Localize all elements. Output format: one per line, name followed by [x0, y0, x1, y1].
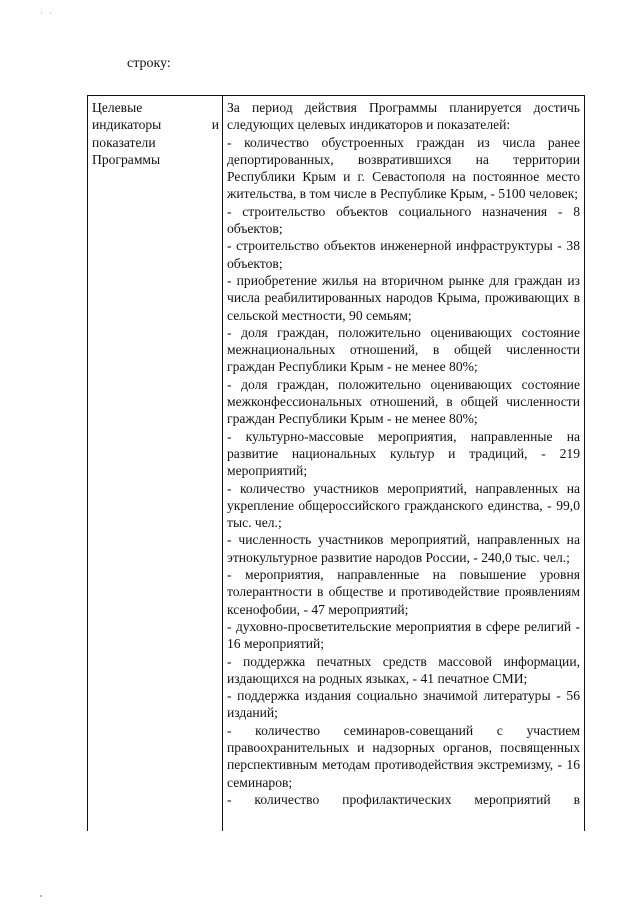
lead-text: строку: — [127, 56, 171, 71]
scan-artifact: · · — [40, 8, 55, 18]
indicator-item: - духовно-просветительские мероприятия в сфере религий - 16 мероприятий; — [227, 618, 580, 652]
left-cell-line-4: Программы — [92, 151, 161, 167]
program-table — [87, 95, 585, 831]
indicator-item: - мероприятия, направленные на повышение уровня толерантности в обществе и противодействие проявлениям ксенофобии, - 47 мероприятий; — [227, 567, 580, 617]
left-cell-conjunction: и — [211, 117, 219, 133]
indicator-item: - строительство объектов социального назначения - 8 объектов; — [227, 203, 580, 237]
indicator-item: - культурно-массовые мероприятия, направленные на развитие национальных культур и традиций, - 219 мероприятий; — [227, 428, 580, 479]
indicator-item: - количество профилактических мероприятий в — [227, 791, 580, 807]
left-cell-line-2 — [92, 116, 219, 133]
indicator-item: - численность участников мероприятий, направленных на этнокультурное развитие народов России, - 240,0 тыс. чел.; — [227, 532, 580, 565]
indicator-item: - количество семинаров-совещаний с участием правоохранительных и надзорных органов, посвященных перспективным методам противодействия экстремизму, - 16 семинаров; — [227, 722, 580, 790]
left-cell-line-3: показатели — [92, 134, 156, 150]
indicator-item: - строительство объектов инженерной инфраструктуры - 38 объектов; — [227, 238, 580, 271]
indicators-intro: За период действия Программы планируется достичь следующих целевых индикаторов и показателей: — [227, 100, 580, 133]
indicator-item: - поддержка издания социально значимой литературы - 56 изданий; — [227, 688, 580, 721]
indicator-item: - количество участников мероприятий, направленных на укрепление общероссийского гражданского единства, - 99,0 тыс. чел.; — [227, 480, 580, 531]
table-left-cell — [88, 96, 223, 831]
indicator-item: - доля граждан, положительно оценивающих состояние межнациональных отношений, в общей численности граждан Республики Крым - не менее 80%; — [227, 324, 580, 375]
scan-dot — [40, 895, 42, 897]
indicator-item: - приобретение жилья на вторичном рынке для граждан из числа реабилитированных народов Крыма, проживающих в сельской местности, 90 семьям; — [227, 272, 580, 323]
indicator-item: - количество обустроенных граждан из числа ранее депортированных, возвратившихся на территории Республики Крым и г. Севастополя на постоянное место жительства, в том числе в Республике Крым, - 5100 человек; — [227, 134, 580, 202]
table-right-cell — [223, 96, 584, 831]
indicator-item: - поддержка печатных средств массовой информации, издающихся на родных языках, - 41 печатное СМИ; — [227, 653, 580, 686]
left-cell-word: индикаторы — [92, 117, 162, 133]
indicator-item: - доля граждан, положительно оценивающих состояние межконфессиональных отношений, в общей численности граждан Республики Крым - не менее 80%; — [227, 376, 580, 427]
left-cell-line-1: Целевые — [92, 100, 143, 115]
